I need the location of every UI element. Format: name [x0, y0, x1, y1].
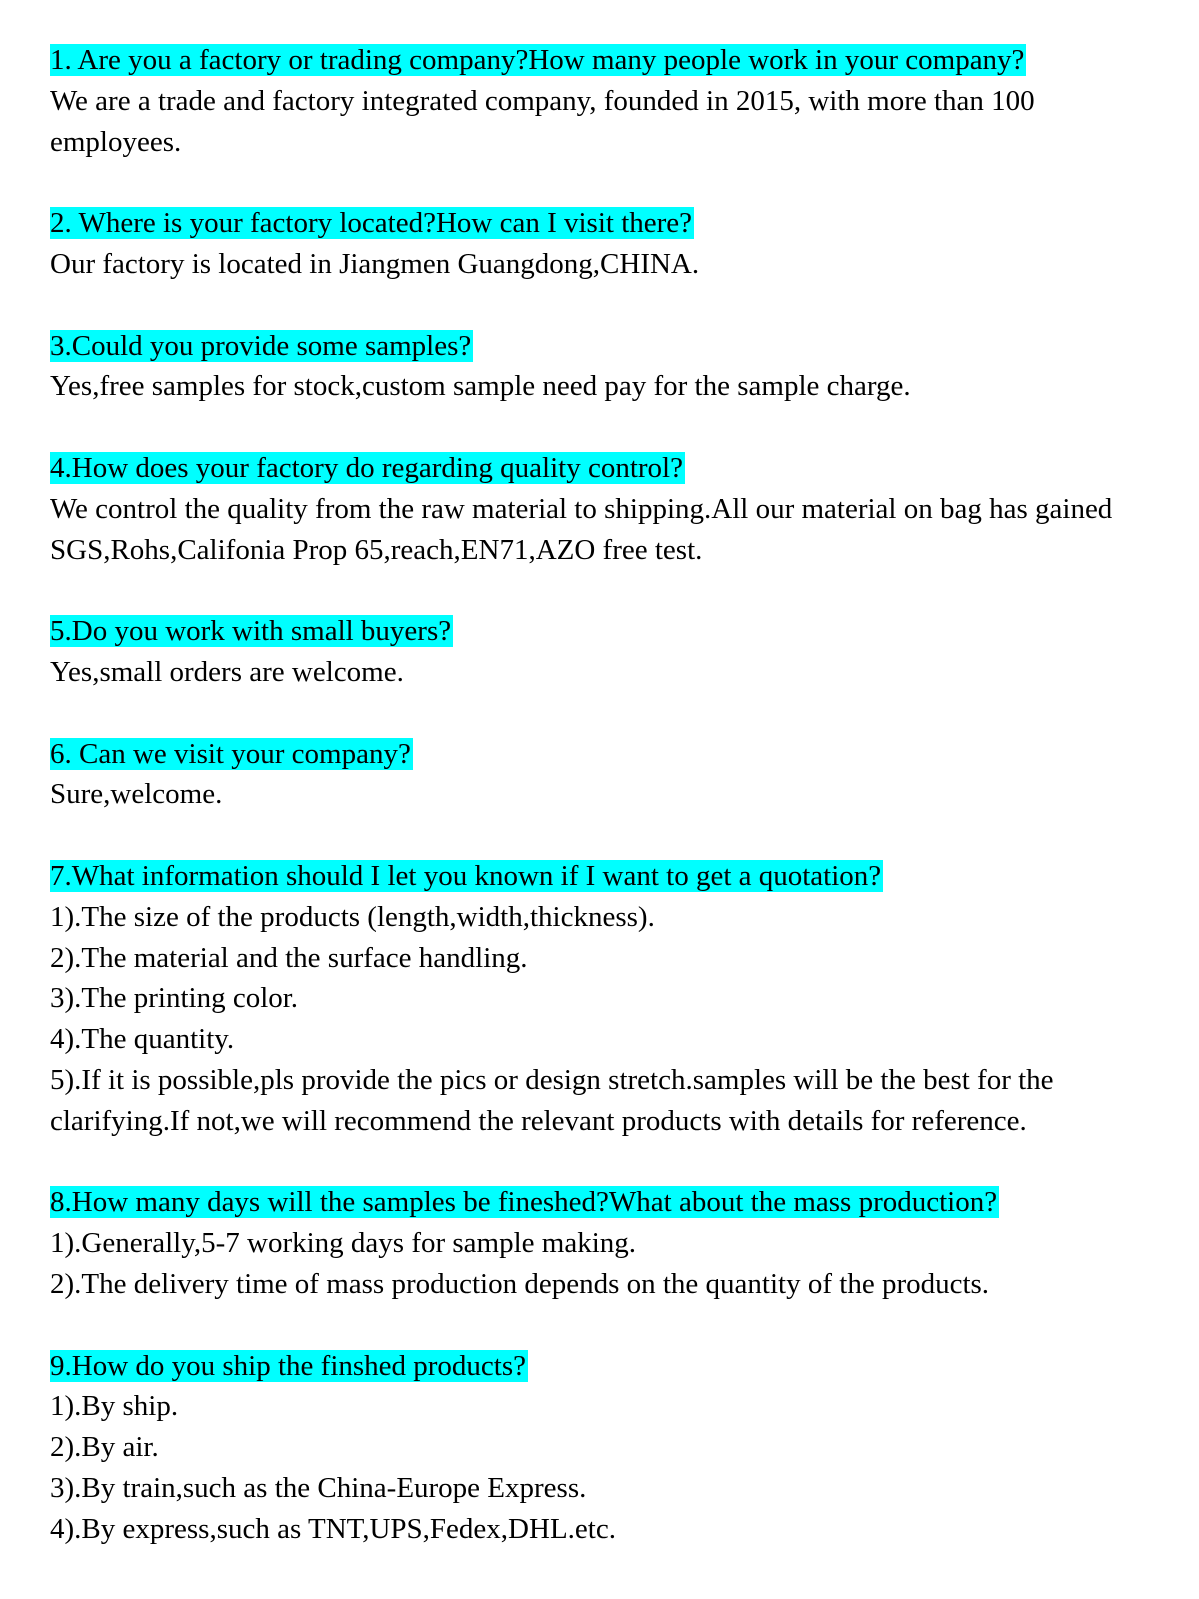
answer-line: We are a trade and factory integrated company, founded in 2015, with more than 100 employees.: [50, 84, 1035, 158]
answer-line: Yes,free samples for stock,custom sample need pay for the sample charge.: [50, 370, 911, 403]
answer-line: Yes,small orders are welcome.: [50, 655, 404, 688]
answer-line: 5).If it is possible,pls provide the pics or design stretch.samples will be the best for the clarifying.If not,we will recommend the relevant products with details for reference.: [50, 1063, 1054, 1137]
answer-line: Sure,welcome.: [50, 778, 223, 811]
answer-line: We control the quality from the raw material to shipping.All our material on bag has gained SGS,Rohs,Califonia Prop 65,reach,EN71,AZO free test.: [50, 492, 1113, 566]
faq-item: [50, 40, 1150, 162]
faq-question: [50, 326, 1150, 367]
question-highlight: 4.How does your factory do regarding quality control?: [50, 451, 683, 484]
question-highlight: 1. Are you a factory or trading company?How many people work in your company?: [50, 44, 1025, 76]
faq-question: [50, 856, 1150, 897]
faq-document: [50, 40, 1150, 1590]
question-highlight: 9.How do you ship the finshed products?: [50, 1349, 527, 1382]
answer-line: Our factory is located in Jiangmen Guangdong,CHINA.: [50, 247, 700, 280]
faq-item: [50, 734, 1150, 816]
answer-line: 4).By express,such as TNT,UPS,Fedex,DHL.etc.: [50, 1512, 616, 1545]
faq-question: [50, 203, 1150, 244]
faq-answer: [50, 897, 1150, 1142]
faq-question: [50, 40, 1150, 81]
answer-line: 2).By air.: [50, 1431, 159, 1464]
question-highlight: 8.How many days will the samples be fineshed?What about the mass production?: [50, 1186, 998, 1219]
faq-answer: [50, 1223, 1150, 1305]
faq-question: [50, 1346, 1150, 1387]
faq-question: [50, 448, 1150, 489]
answer-line: 3).By train,such as the China-Europe Express.: [50, 1471, 587, 1504]
faq-item: [50, 203, 1150, 285]
answer-line: 1).The size of the products (length,width,thickness).: [50, 900, 655, 933]
question-highlight: 2. Where is your factory located?How can I visit there?: [50, 207, 693, 240]
faq-question: [50, 1182, 1150, 1223]
answer-line: 2).The material and the surface handling.: [50, 941, 528, 974]
answer-line: 2).The delivery time of mass production depends on the quantity of the products.: [50, 1267, 990, 1300]
question-highlight: 3.Could you provide some samples?: [50, 329, 472, 362]
faq-item: [50, 856, 1150, 1142]
faq-item: [50, 1182, 1150, 1304]
faq-answer: [50, 489, 1150, 571]
question-highlight: 6. Can we visit your company?: [50, 737, 411, 770]
faq-item: [50, 326, 1150, 408]
faq-answer: [50, 81, 1150, 163]
question-highlight: 7.What information should I let you known if I want to get a quotation?: [50, 859, 882, 892]
answer-line: 1).By ship.: [50, 1390, 179, 1423]
faq-answer: [50, 774, 1150, 815]
answer-line: 3).The printing color.: [50, 982, 299, 1015]
faq-question: [50, 611, 1150, 652]
answer-line: 4).The quantity.: [50, 1023, 235, 1056]
faq-answer: [50, 1386, 1150, 1549]
faq-answer: [50, 366, 1150, 407]
faq-question: [50, 734, 1150, 775]
faq-item: [50, 448, 1150, 570]
faq-answer: [50, 652, 1150, 693]
faq-item: [50, 611, 1150, 693]
question-highlight: 5.Do you work with small buyers?: [50, 615, 452, 648]
faq-item: [50, 1346, 1150, 1550]
faq-answer: [50, 244, 1150, 285]
answer-line: 1).Generally,5-7 working days for sample making.: [50, 1227, 637, 1260]
